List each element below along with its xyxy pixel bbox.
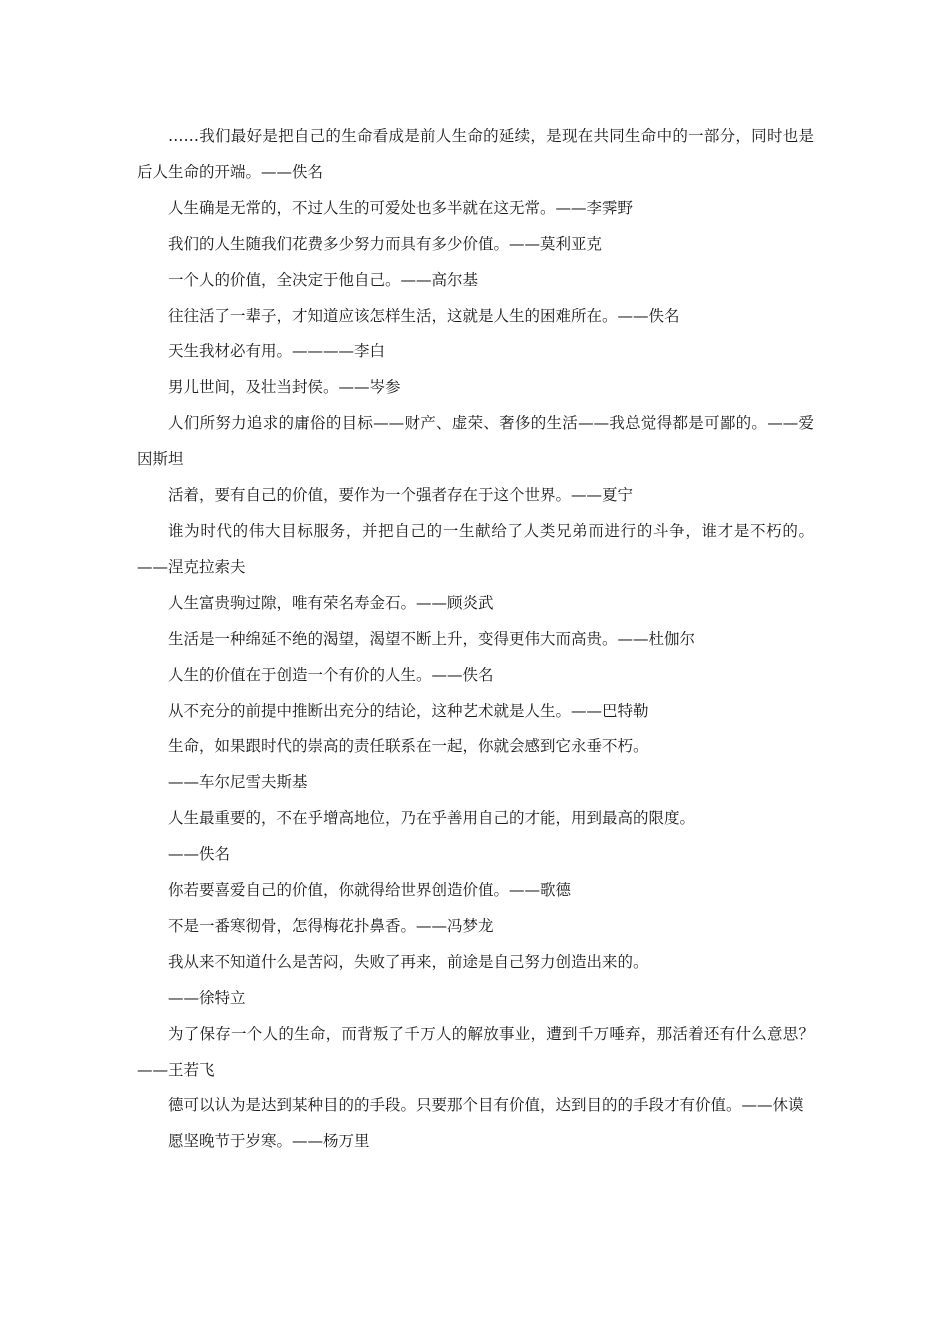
quote-paragraph-8: 人们所努力追求的庸俗的目标——财产、虚荣、奢侈的生活——我总觉得都是可鄙的。——爱因斯坦 — [137, 414, 814, 469]
quote-paragraph-10: 谁为时代的伟大目标服务，并把自己的一生献给了人类兄弟而进行的斗争，谁才是不朽的。——涅克拉索夫 — [137, 521, 814, 576]
quote-paragraph-15: 生命，如果跟时代的崇高的责任联系在一起，你就会感到它永垂不朽。 — [168, 737, 649, 756]
quote-paragraph-1: ……我们最好是把自己的生命看成是前人生命的延续，是现在共同生命中的一部分，同时也是后人生命的开端。——佚名 — [137, 127, 814, 181]
quote-paragraph-17: 你若要喜爱自己的价值，你就得给世界创造价值。——歌德 — [168, 881, 572, 900]
quote-paragraph-18: 不是一番寒彻骨，怎得梅花扑鼻香。——冯梦龙 — [168, 916, 494, 935]
quote-paragraph-22: 愿坚晚节于岁寒。——杨万里 — [168, 1132, 370, 1151]
quote-paragraph-9: 活着，要有自己的价值，要作为一个强者存在于这个世界。——夏宁 — [168, 486, 634, 505]
quote-paragraph-14: 从不充分的前提中推断出充分的结论，这种艺术就是人生。——巴特勒 — [168, 701, 649, 720]
quote-attribution-16: ——佚名 — [168, 845, 231, 864]
quote-paragraph-4: 一个人的价值，全决定于他自己。——高尔基 — [168, 270, 479, 289]
quote-paragraph-19: 我从来不知道什么是苦闷，失败了再来，前途是自己努力创造出来的。 — [168, 952, 649, 971]
quote-paragraph-12: 生活是一种绵延不绝的渴望，渴望不断上升，变得更伟大而高贵。——杜伽尔 — [168, 629, 696, 648]
quote-paragraph-21: 德可以认为是达到某种目的的手段。只要那个目有价值，达到目的的手段才有价值。——休谟 — [168, 1096, 804, 1115]
quote-paragraph-7: 男儿世间，及壮当封侯。——岑参 — [168, 378, 401, 397]
quote-paragraph-3: 我们的人生随我们花费多少努力而具有多少价值。——莫利亚克 — [168, 234, 603, 253]
quote-paragraph-2: 人生确是无常的，不过人生的可爱处也多半就在这无常。——李霁野 — [168, 198, 634, 217]
quote-paragraph-6: 天生我材必有用。————李白 — [168, 342, 386, 361]
quote-attribution-15: ——车尔尼雪夫斯基 — [168, 773, 308, 792]
quote-paragraph-13: 人生的价值在于创造一个有价的人生。——佚名 — [168, 665, 494, 684]
quote-paragraph-5: 往往活了一辈子，才知道应该怎样生活，这就是人生的困难所在。——佚名 — [168, 306, 680, 325]
quote-paragraph-11: 人生富贵驹过隙，唯有荣名寿金石。——顾炎武 — [168, 593, 494, 612]
quote-list — [137, 119, 814, 1160]
quote-paragraph-20: 为了保存一个人的生命，而背叛了千万人的解放事业，遭到千万唾弃，那活着还有什么意思？——王若飞 — [137, 1024, 814, 1079]
quote-paragraph-16: 人生最重要的，不在乎增高地位，乃在乎善用自己的才能，用到最高的限度。 — [168, 809, 696, 828]
quote-attribution-19: ——徐特立 — [168, 988, 246, 1007]
